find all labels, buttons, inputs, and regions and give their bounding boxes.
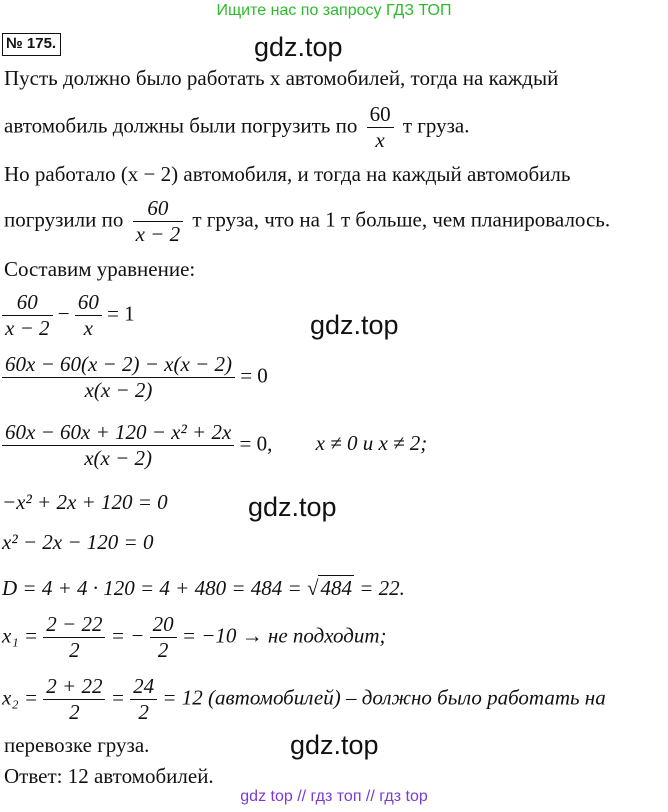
footer-watermark: gdz top // гдз топ // гдз top <box>240 788 428 805</box>
fraction <box>2 290 53 341</box>
equation-rest: = 0 <box>240 363 268 388</box>
fraction-denominator: x − 2 <box>133 221 184 247</box>
task-number: № 175. <box>2 33 61 56</box>
fraction <box>2 420 234 471</box>
text-line-1: Пусть должно было работать x автомобилей, тогда на каждый <box>4 66 559 90</box>
fraction-numerator: 24 <box>133 674 155 698</box>
equation-5: x² − 2x − 120 = 0 <box>2 530 154 554</box>
text-line-3: Но работало (x − 2) автомобиля, и тогда на каждый автомобиль <box>4 162 571 186</box>
fraction-denominator: 2 <box>43 637 105 663</box>
radicand: 484 <box>320 576 352 600</box>
search-banner: Ищите нас по запросу ГДЗ ТОП <box>216 2 452 19</box>
equation-6 <box>2 576 405 601</box>
text-line-5: Составим уравнение: <box>4 257 196 281</box>
equation-7 <box>2 612 387 663</box>
text-line-2-end: т груза. <box>402 113 470 138</box>
fraction <box>130 674 157 725</box>
text-line-4 <box>4 196 610 247</box>
fraction-denominator: x(x − 2) <box>2 445 234 471</box>
fraction-numerator: 60x − 60x + 120 − x² + 2x <box>5 420 232 444</box>
fraction-denominator: x − 2 <box>2 315 53 341</box>
root-result: = −10 → не подходит; <box>181 623 387 648</box>
fraction <box>150 612 177 663</box>
root-variable: x₁ = <box>2 623 39 648</box>
fraction-numerator: 2 + 22 <box>46 674 103 698</box>
fraction <box>43 612 105 663</box>
fraction <box>43 674 105 725</box>
text-line-continuation: перевозке груза. <box>4 733 150 757</box>
fraction-numerator: 60 <box>147 196 169 220</box>
watermark: gdz.top <box>254 32 343 62</box>
equation-3 <box>2 420 427 471</box>
equals-minus: = − <box>110 623 145 648</box>
fraction-denominator: x <box>367 127 394 153</box>
domain-condition: x ≠ 0 и x ≠ 2; <box>315 431 428 456</box>
fraction-numerator: 60 <box>369 102 391 126</box>
fraction-numerator: 20 <box>152 612 174 636</box>
text-line-4-end: т груза, что на 1 т больше, чем планировалось. <box>192 207 611 232</box>
fraction-60-x <box>367 102 394 153</box>
discriminant-result: = 22. <box>359 576 405 600</box>
equation-1 <box>2 290 135 341</box>
equation-rest: = 1 <box>107 301 135 326</box>
root-variable: x₂ = <box>2 685 39 710</box>
square-root: √484 <box>306 576 352 600</box>
equation-4: −x² + 2x + 120 = 0 <box>2 490 168 514</box>
equals-sign: = <box>110 685 125 710</box>
fraction-numerator: 60 <box>16 290 38 314</box>
fraction <box>75 290 102 341</box>
equation-rest: = 0, <box>239 431 273 456</box>
fraction-numerator: 2 − 22 <box>46 612 103 636</box>
fraction-numerator: 60 <box>77 290 99 314</box>
text-line-2 <box>4 102 469 153</box>
watermark: gdz.top <box>290 730 379 760</box>
fraction-denominator: 2 <box>150 637 177 663</box>
equation-2 <box>2 352 268 403</box>
watermark: gdz.top <box>310 310 399 340</box>
fraction-denominator: x <box>75 315 102 341</box>
fraction-60-x-minus-2 <box>133 196 184 247</box>
fraction <box>2 352 235 403</box>
discriminant-expression: D = 4 + 4 · 120 = 4 + 480 = 484 = <box>2 576 302 600</box>
root-result: = 12 (автомобилей) – должно было работать на <box>162 685 606 710</box>
text-line-2-start: автомобиль должны были погрузить по <box>4 113 358 138</box>
fraction-denominator: 2 <box>130 699 157 725</box>
fraction-denominator: 2 <box>43 699 105 725</box>
watermark: gdz.top <box>248 492 337 522</box>
fraction-numerator: 60x − 60(x − 2) − x(x − 2) <box>5 352 232 376</box>
text-line-4-start: погрузили по <box>4 207 124 232</box>
equation-8 <box>2 674 606 725</box>
answer-line: Ответ: 12 автомобилей. <box>4 764 214 788</box>
fraction-denominator: x(x − 2) <box>2 377 235 403</box>
minus-sign: − <box>57 301 70 326</box>
